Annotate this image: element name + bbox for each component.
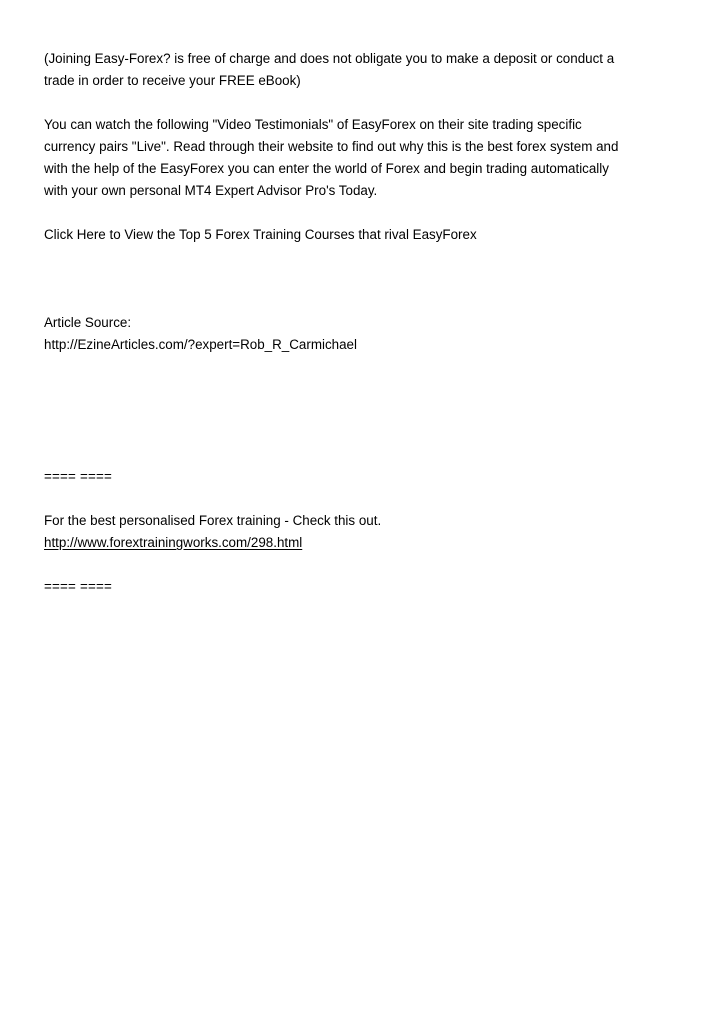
article-source-url[interactable]: http://EzineArticles.com/?expert=Rob_R_Carmichael (44, 337, 357, 352)
separator-top-text: ==== ==== (44, 469, 113, 484)
spacer (44, 92, 694, 114)
separator-bottom-text: ==== ==== (44, 579, 113, 594)
ebook-disclaimer-paragraph (44, 48, 694, 92)
separator-bottom (44, 576, 694, 598)
article-source-label: Article Source: (44, 315, 132, 330)
spacer (44, 554, 694, 576)
disclaimer-line-1: (Joining Easy-Forex? is free of charge and does not obligate you to make a deposit or conduct a (44, 51, 615, 66)
separator-top (44, 466, 694, 488)
testimonials-line-4: with your own personal MT4 Expert Advisor Pro's Today. (44, 183, 378, 198)
top-courses-cta[interactable]: Click Here to View the Top 5 Forex Training Courses that rival EasyForex (44, 227, 477, 242)
cta-paragraph (44, 224, 694, 246)
promo-link[interactable]: http://www.forextrainingworks.com/298.html (44, 535, 303, 550)
testimonials-line-3: with the help of the EasyForex you can enter the world of Forex and begin trading automatically (44, 161, 609, 176)
article-source-block (44, 312, 694, 356)
testimonials-paragraph (44, 114, 694, 202)
promo-block (44, 510, 694, 554)
promo-text: For the best personalised Forex training - Check this out. (44, 513, 382, 528)
spacer (44, 488, 694, 510)
testimonials-line-1: You can watch the following "Video Testimonials" of EasyForex on their site trading specific (44, 117, 582, 132)
testimonials-line-2: currency pairs "Live". Read through their website to find out why this is the best forex system and (44, 139, 619, 154)
spacer (44, 356, 694, 466)
disclaimer-line-2: trade in order to receive your FREE eBook) (44, 73, 301, 88)
page-content (44, 48, 694, 598)
spacer (44, 246, 694, 312)
spacer (44, 202, 694, 224)
